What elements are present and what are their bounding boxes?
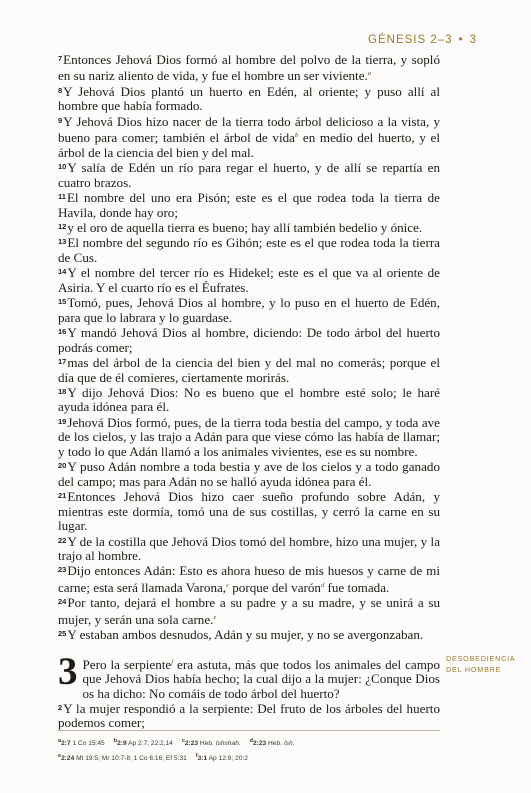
verse-text: Y Jehová Dios plantó un huerto en Edén, al oriente; y puso allí al hombre que había formado.	[58, 83, 440, 114]
section-heading-line: DESOBEDIENCIA	[446, 654, 516, 663]
verse-text: Jehová Dios formó, pues, de la tierra toda bestia del campo, y toda ave de los cielos, y las trajo a Adán para que viese cómo las había de llamar; y todo lo que Adán llamó a los animales vivientes, ese es su nombre.	[58, 414, 440, 459]
verse-2-13	[58, 235, 440, 265]
footnote-item[interactable]	[182, 740, 241, 747]
verse-text: Y puso Adán nombre a toda bestia y ave de los cielos y a todo ganado del campo; mas para Adán no se halló ayuda idónea para él.	[58, 459, 440, 489]
verse-number: 14	[58, 267, 67, 277]
footnote-line	[58, 750, 440, 765]
verse-number: 19	[58, 416, 67, 426]
verse-number: 13	[58, 237, 67, 247]
footnote-text: Mt 19:5; Mr 10:7-8; 1 Co 6:16; Ef 5:31	[76, 755, 187, 763]
verse-number: 15	[58, 297, 67, 307]
verse-text: Por tanto, dejará el hombre a su padre y a su madre, y se unirá a su mujer, y serán una sola carne.	[58, 595, 440, 627]
verse-text: Y de la costilla que Jehová Dios tomó del hombre, hizo una mujer, y la trajo al hombre.	[58, 533, 440, 563]
verse-text: Dijo entonces Adán: Esto es ahora hueso de mis huesos y carne de mi carne; esta será llamada Varona,	[58, 563, 440, 595]
verse-text: y el oro de aquella tierra es bueno; hay allí también bedelio y ónice.	[67, 219, 423, 235]
verse-text: Y salía de Edén un río para regar el huerto, y de allí se repartía en cuatro brazos.	[58, 160, 440, 190]
footnote-mark: b	[113, 738, 118, 744]
footnote-marker[interactable]: b	[294, 132, 299, 140]
verse-text: Y mandó Jehová Dios al hombre, diciendo: De todo árbol del huerto podrás comer;	[58, 325, 440, 355]
verse-2-16	[58, 325, 440, 355]
footnote-ref: 2:23	[184, 740, 199, 748]
footnotes	[58, 735, 440, 765]
chapter-3-start	[58, 649, 440, 731]
verse-2-18	[58, 385, 440, 415]
verse-2-20	[58, 459, 440, 489]
verse-text: fue tomada.	[324, 579, 390, 595]
verse-number: 24	[58, 597, 67, 607]
verse-number: 22	[58, 535, 67, 545]
running-head-book: GÉNESIS 2–3	[368, 34, 453, 46]
verse-2-8	[58, 84, 440, 114]
verse-number: 25	[58, 629, 67, 639]
verse-2-25	[58, 627, 440, 642]
section-heading-line: DEL HOMBRE	[446, 665, 502, 674]
footnote-text: Heb.	[268, 740, 284, 748]
verse-2-19	[58, 415, 440, 459]
verse-text: Y la mujer respondió a la serpiente: Del fruto de los árboles del huerto podemos comer;	[58, 701, 440, 731]
verse-number: 17	[58, 357, 67, 367]
footnote-mark: c	[181, 738, 185, 744]
verse-text: El nombre del uno era Pisón; este es el que rodea toda la tierra de Havila, donde hay oro;	[58, 190, 440, 220]
verse-text: mas del árbol de la ciencia del bien y del mal no comerás; porque el día que de él comieres, ciertamente morirás.	[58, 355, 440, 385]
footnote-divider	[58, 730, 440, 731]
footnote-mark: f	[195, 753, 198, 760]
footnote-text: Ap 12:9; 20:2	[208, 755, 248, 763]
verse-number: 2	[58, 703, 63, 713]
verse-text: Y el nombre del tercer río es Hidekel; este es el que va al oriente de Asiria. Y el cuarto río es el Éufrates.	[58, 265, 440, 295]
verse-2-7	[58, 52, 440, 84]
verse-text: Pero la serpiente	[82, 656, 172, 672]
verse-2-11	[58, 190, 440, 220]
footnote-mark: e	[58, 753, 62, 760]
footnote-text: Heb.	[199, 740, 216, 748]
footnote-marker[interactable]: f	[171, 658, 174, 666]
footnote-ref: 2:23	[253, 740, 267, 748]
footnote-marker[interactable]: e	[213, 613, 217, 621]
verse-3-1	[58, 649, 440, 701]
running-head-separator: •	[458, 34, 464, 46]
verse-2-14	[58, 265, 440, 295]
verse-text: era astuta, más que todos los animales del campo que Jehová Dios había hecho; la cual dijo a la mujer: ¿Conque Dios os ha dicho: No comáis de todo árbol del huerto?	[82, 656, 440, 701]
running-head	[368, 34, 477, 46]
verse-number: 18	[58, 386, 67, 396]
footnote-mark: a	[58, 738, 62, 744]
footnote-marker[interactable]: a	[367, 70, 372, 78]
footnote-mark: d	[249, 738, 253, 744]
verse-number: 8	[58, 85, 63, 95]
verse-2-9	[58, 114, 440, 160]
verse-2-22	[58, 534, 440, 564]
verse-number: 7	[58, 54, 63, 63]
footnote-ref: 2:7	[61, 740, 71, 748]
scripture-text	[58, 52, 440, 731]
verse-2-17	[58, 355, 440, 385]
verse-number: 12	[58, 221, 67, 231]
page-number: 3	[469, 34, 477, 46]
footnote-italic: Ish.	[283, 740, 295, 748]
verse-2-23	[58, 563, 440, 595]
verse-text: en medio del huerto, y el árbol de la ciencia del bien y del mal.	[58, 130, 440, 160]
footnote-marker[interactable]: c	[226, 581, 229, 589]
verse-number: 21	[58, 491, 67, 501]
verse-number: 11	[58, 192, 66, 202]
footnote-item[interactable]	[196, 755, 248, 762]
footnote-item[interactable]	[114, 740, 173, 747]
verse-3-2	[58, 701, 440, 731]
verse-2-12	[58, 220, 440, 235]
footnote-ref: 3:1	[197, 755, 208, 763]
section-heading	[446, 653, 526, 675]
verse-2-21	[58, 489, 440, 533]
footnote-ref: 2:9	[117, 740, 127, 748]
footnote-text: 1 Co 15:45	[72, 740, 105, 748]
verse-text: porque del varón	[228, 579, 321, 595]
verse-text: Y dijo Jehová Dios: No es bueno que el hombre esté solo; le haré ayuda idónea para él.	[58, 384, 440, 415]
footnote-item[interactable]	[58, 740, 105, 747]
footnote-marker[interactable]: d	[320, 581, 325, 589]
chapter-2-verses	[58, 52, 440, 643]
footnote-italic: Ishshah.	[215, 740, 241, 748]
footnote-ref: 2:24	[61, 755, 75, 763]
verse-text: Entonces Jehová Dios formó al hombre del polvo de la tierra, y sopló en su nariz aliento de vida, y fue el hombre un ser viviente.	[58, 52, 440, 84]
verse-text: Y Jehová Dios hizo nacer de la tierra todo árbol delicioso a la vista, y bueno para comer; también el árbol de vida	[58, 113, 440, 146]
footnote-text: Ap 2:7; 22:2,14	[128, 740, 173, 748]
footnote-item[interactable]	[58, 755, 187, 762]
chapter-number-dropcap: 3	[58, 649, 78, 693]
footnote-line	[58, 735, 440, 750]
verse-number: 9	[58, 115, 63, 125]
verse-2-10	[58, 160, 440, 190]
verse-text: Y estaban ambos desnudos, Adán y su mujer, y no se avergonzaban.	[67, 627, 424, 643]
footnote-item[interactable]	[250, 740, 295, 747]
verse-2-24	[58, 595, 440, 627]
verse-number: 10	[58, 162, 67, 172]
verse-2-15	[58, 295, 440, 325]
verse-text: Tomó, pues, Jehová Dios al hombre, y lo puso en el huerto de Edén, para que lo labrara y lo guardase.	[58, 295, 440, 325]
verse-number: 20	[58, 461, 67, 471]
verse-number: 16	[58, 327, 67, 337]
verse-text: Entonces Jehová Dios hizo caer sueño profundo sobre Adán, y mientras este dormía, tomó una de sus costillas, y cerró la carne en su lugar.	[58, 489, 440, 534]
verse-text: El nombre del segundo río es Gihón; este es el que rodea toda la tierra de Cus.	[58, 235, 440, 265]
verse-number: 23	[58, 565, 67, 575]
